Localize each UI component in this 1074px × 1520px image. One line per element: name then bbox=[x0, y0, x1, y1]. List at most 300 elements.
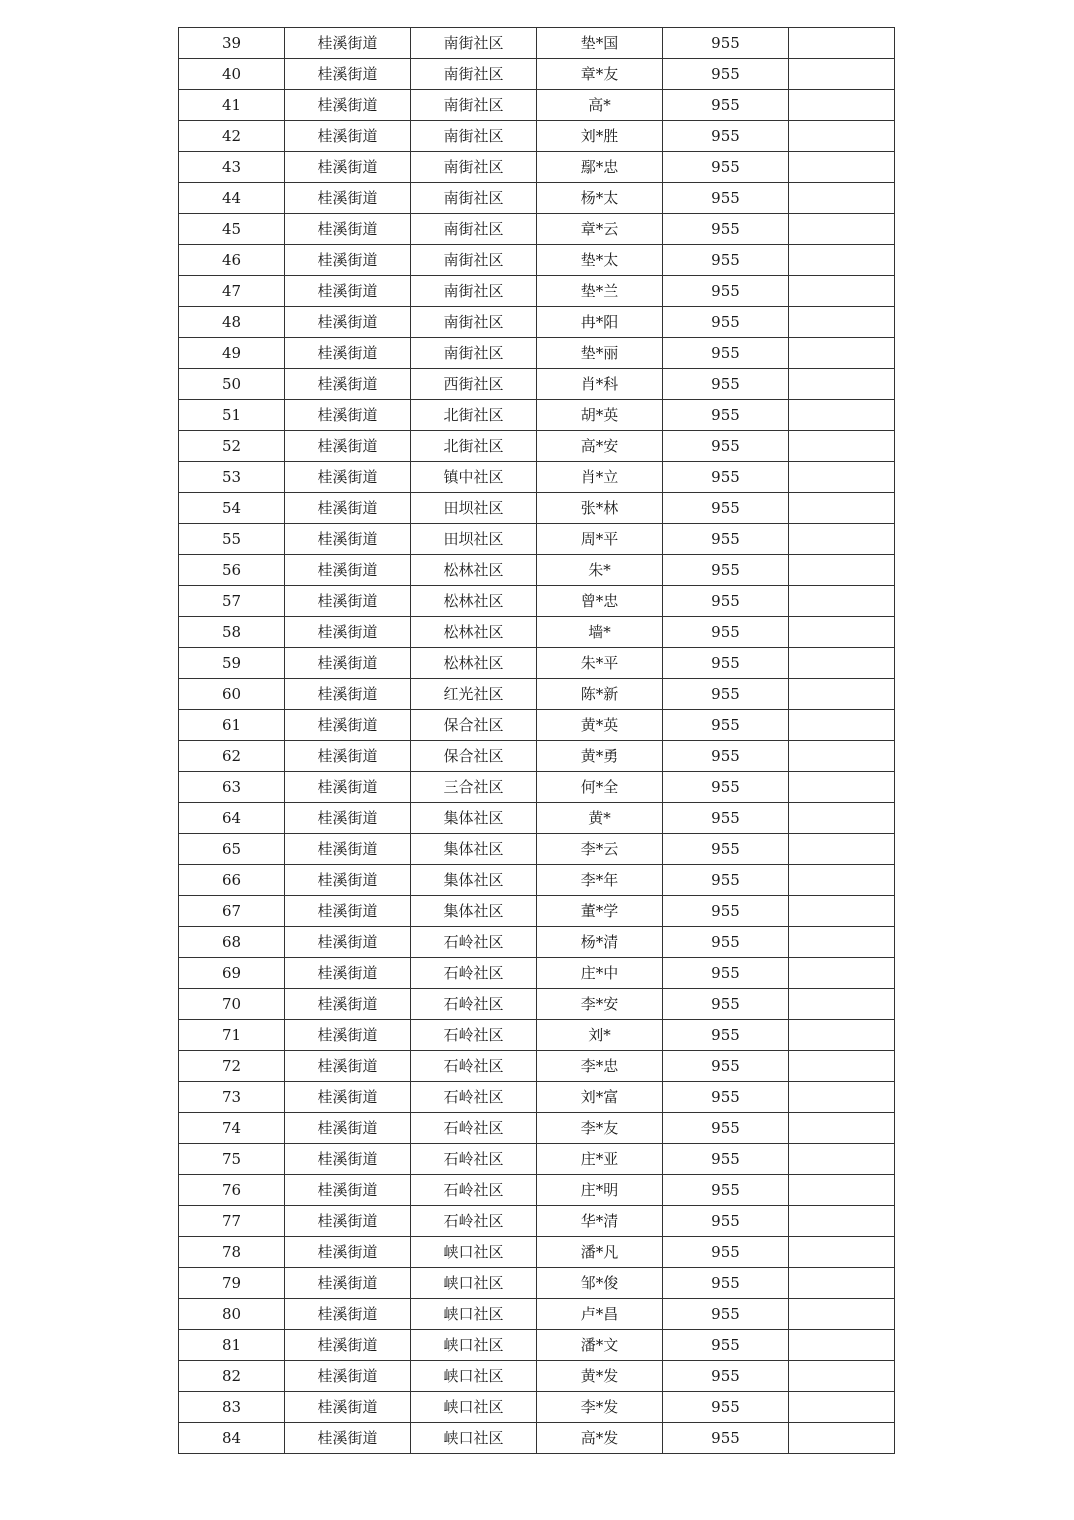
table-row bbox=[179, 524, 895, 555]
amount-cell: 955 bbox=[663, 1082, 789, 1113]
street-cell: 桂溪街道 bbox=[285, 1423, 411, 1454]
name-cell: 庄*亚 bbox=[537, 1144, 663, 1175]
name-cell: 高* bbox=[537, 90, 663, 121]
name-cell: 鄢*忠 bbox=[537, 152, 663, 183]
street-cell: 桂溪街道 bbox=[285, 152, 411, 183]
name-cell: 黄*勇 bbox=[537, 741, 663, 772]
remark-cell bbox=[789, 1237, 895, 1268]
amount-cell: 955 bbox=[663, 369, 789, 400]
remark-cell bbox=[789, 183, 895, 214]
street-cell: 桂溪街道 bbox=[285, 1051, 411, 1082]
community-cell: 石岭社区 bbox=[411, 989, 537, 1020]
remark-cell bbox=[789, 834, 895, 865]
table-row bbox=[179, 586, 895, 617]
street-cell: 桂溪街道 bbox=[285, 1020, 411, 1051]
amount-cell: 955 bbox=[663, 152, 789, 183]
amount-cell: 955 bbox=[663, 834, 789, 865]
amount-cell: 955 bbox=[663, 338, 789, 369]
community-cell: 峡口社区 bbox=[411, 1392, 537, 1423]
table-row bbox=[179, 1051, 895, 1082]
row-number-cell: 67 bbox=[179, 896, 285, 927]
row-number-cell: 83 bbox=[179, 1392, 285, 1423]
street-cell: 桂溪街道 bbox=[285, 803, 411, 834]
row-number-cell: 55 bbox=[179, 524, 285, 555]
row-number-cell: 56 bbox=[179, 555, 285, 586]
row-number-cell: 41 bbox=[179, 90, 285, 121]
street-cell: 桂溪街道 bbox=[285, 710, 411, 741]
street-cell: 桂溪街道 bbox=[285, 1113, 411, 1144]
name-cell: 李*安 bbox=[537, 989, 663, 1020]
amount-cell: 955 bbox=[663, 958, 789, 989]
street-cell: 桂溪街道 bbox=[285, 59, 411, 90]
amount-cell: 955 bbox=[663, 431, 789, 462]
street-cell: 桂溪街道 bbox=[285, 617, 411, 648]
name-cell: 黄*发 bbox=[537, 1361, 663, 1392]
community-cell: 南街社区 bbox=[411, 276, 537, 307]
street-cell: 桂溪街道 bbox=[285, 865, 411, 896]
name-cell: 刘*富 bbox=[537, 1082, 663, 1113]
street-cell: 桂溪街道 bbox=[285, 1144, 411, 1175]
street-cell: 桂溪街道 bbox=[285, 1330, 411, 1361]
table-row bbox=[179, 431, 895, 462]
community-cell: 西街社区 bbox=[411, 369, 537, 400]
row-number-cell: 45 bbox=[179, 214, 285, 245]
table-row bbox=[179, 338, 895, 369]
street-cell: 桂溪街道 bbox=[285, 338, 411, 369]
name-cell: 章*友 bbox=[537, 59, 663, 90]
remark-cell bbox=[789, 1423, 895, 1454]
row-number-cell: 73 bbox=[179, 1082, 285, 1113]
name-cell: 垫*丽 bbox=[537, 338, 663, 369]
table-row bbox=[179, 865, 895, 896]
row-number-cell: 70 bbox=[179, 989, 285, 1020]
row-number-cell: 81 bbox=[179, 1330, 285, 1361]
row-number-cell: 51 bbox=[179, 400, 285, 431]
table-row bbox=[179, 152, 895, 183]
remark-cell bbox=[789, 1268, 895, 1299]
amount-cell: 955 bbox=[663, 524, 789, 555]
name-cell: 垫*太 bbox=[537, 245, 663, 276]
community-cell: 南街社区 bbox=[411, 59, 537, 90]
community-cell: 北街社区 bbox=[411, 400, 537, 431]
row-number-cell: 52 bbox=[179, 431, 285, 462]
remark-cell bbox=[789, 1175, 895, 1206]
table-row bbox=[179, 555, 895, 586]
remark-cell bbox=[789, 1392, 895, 1423]
name-cell: 墙* bbox=[537, 617, 663, 648]
community-cell: 田坝社区 bbox=[411, 524, 537, 555]
name-cell: 高*发 bbox=[537, 1423, 663, 1454]
table-row bbox=[179, 1175, 895, 1206]
community-cell: 石岭社区 bbox=[411, 1144, 537, 1175]
table-row bbox=[179, 741, 895, 772]
row-number-cell: 72 bbox=[179, 1051, 285, 1082]
name-cell: 杨*太 bbox=[537, 183, 663, 214]
amount-cell: 955 bbox=[663, 1175, 789, 1206]
remark-cell bbox=[789, 90, 895, 121]
street-cell: 桂溪街道 bbox=[285, 1268, 411, 1299]
community-cell: 石岭社区 bbox=[411, 1175, 537, 1206]
community-cell: 集体社区 bbox=[411, 896, 537, 927]
amount-cell: 955 bbox=[663, 927, 789, 958]
name-cell: 李*友 bbox=[537, 1113, 663, 1144]
amount-cell: 955 bbox=[663, 214, 789, 245]
amount-cell: 955 bbox=[663, 1020, 789, 1051]
amount-cell: 955 bbox=[663, 1392, 789, 1423]
street-cell: 桂溪街道 bbox=[285, 493, 411, 524]
amount-cell: 955 bbox=[663, 803, 789, 834]
remark-cell bbox=[789, 741, 895, 772]
amount-cell: 955 bbox=[663, 245, 789, 276]
table-row bbox=[179, 989, 895, 1020]
amount-cell: 955 bbox=[663, 1268, 789, 1299]
community-cell: 南街社区 bbox=[411, 183, 537, 214]
table-row bbox=[179, 710, 895, 741]
table-row bbox=[179, 400, 895, 431]
name-cell: 潘*文 bbox=[537, 1330, 663, 1361]
amount-cell: 955 bbox=[663, 1330, 789, 1361]
street-cell: 桂溪街道 bbox=[285, 245, 411, 276]
table-row bbox=[179, 462, 895, 493]
row-number-cell: 53 bbox=[179, 462, 285, 493]
row-number-cell: 66 bbox=[179, 865, 285, 896]
table-row bbox=[179, 493, 895, 524]
row-number-cell: 79 bbox=[179, 1268, 285, 1299]
name-cell: 董*学 bbox=[537, 896, 663, 927]
remark-cell bbox=[789, 493, 895, 524]
community-cell: 石岭社区 bbox=[411, 1082, 537, 1113]
name-cell: 陈*新 bbox=[537, 679, 663, 710]
community-cell: 南街社区 bbox=[411, 214, 537, 245]
row-number-cell: 75 bbox=[179, 1144, 285, 1175]
community-cell: 松林社区 bbox=[411, 555, 537, 586]
row-number-cell: 69 bbox=[179, 958, 285, 989]
community-cell: 峡口社区 bbox=[411, 1423, 537, 1454]
row-number-cell: 50 bbox=[179, 369, 285, 400]
table-row bbox=[179, 1330, 895, 1361]
street-cell: 桂溪街道 bbox=[285, 555, 411, 586]
community-cell: 三合社区 bbox=[411, 772, 537, 803]
community-cell: 集体社区 bbox=[411, 865, 537, 896]
street-cell: 桂溪街道 bbox=[285, 772, 411, 803]
street-cell: 桂溪街道 bbox=[285, 989, 411, 1020]
roster-table-body bbox=[179, 28, 895, 1454]
amount-cell: 955 bbox=[663, 896, 789, 927]
remark-cell bbox=[789, 276, 895, 307]
amount-cell: 955 bbox=[663, 493, 789, 524]
table-row bbox=[179, 276, 895, 307]
name-cell: 冉*阳 bbox=[537, 307, 663, 338]
street-cell: 桂溪街道 bbox=[285, 1175, 411, 1206]
remark-cell bbox=[789, 1330, 895, 1361]
table-row bbox=[179, 245, 895, 276]
community-cell: 南街社区 bbox=[411, 245, 537, 276]
amount-cell: 955 bbox=[663, 710, 789, 741]
community-cell: 石岭社区 bbox=[411, 1020, 537, 1051]
row-number-cell: 44 bbox=[179, 183, 285, 214]
community-cell: 南街社区 bbox=[411, 121, 537, 152]
amount-cell: 955 bbox=[663, 555, 789, 586]
community-cell: 峡口社区 bbox=[411, 1237, 537, 1268]
row-number-cell: 40 bbox=[179, 59, 285, 90]
street-cell: 桂溪街道 bbox=[285, 927, 411, 958]
table-row bbox=[179, 28, 895, 59]
community-cell: 松林社区 bbox=[411, 617, 537, 648]
name-cell: 肖*科 bbox=[537, 369, 663, 400]
remark-cell bbox=[789, 555, 895, 586]
community-cell: 集体社区 bbox=[411, 803, 537, 834]
community-cell: 北街社区 bbox=[411, 431, 537, 462]
community-cell: 峡口社区 bbox=[411, 1361, 537, 1392]
table-row bbox=[179, 1268, 895, 1299]
street-cell: 桂溪街道 bbox=[285, 90, 411, 121]
community-cell: 南街社区 bbox=[411, 28, 537, 59]
table-row bbox=[179, 803, 895, 834]
street-cell: 桂溪街道 bbox=[285, 28, 411, 59]
community-cell: 石岭社区 bbox=[411, 1113, 537, 1144]
table-row bbox=[179, 834, 895, 865]
name-cell: 何*全 bbox=[537, 772, 663, 803]
table-row bbox=[179, 183, 895, 214]
amount-cell: 955 bbox=[663, 741, 789, 772]
row-number-cell: 59 bbox=[179, 648, 285, 679]
row-number-cell: 47 bbox=[179, 276, 285, 307]
remark-cell bbox=[789, 710, 895, 741]
amount-cell: 955 bbox=[663, 183, 789, 214]
amount-cell: 955 bbox=[663, 1144, 789, 1175]
row-number-cell: 74 bbox=[179, 1113, 285, 1144]
street-cell: 桂溪街道 bbox=[285, 307, 411, 338]
community-cell: 南街社区 bbox=[411, 90, 537, 121]
amount-cell: 955 bbox=[663, 1299, 789, 1330]
community-cell: 南街社区 bbox=[411, 152, 537, 183]
remark-cell bbox=[789, 1020, 895, 1051]
community-cell: 峡口社区 bbox=[411, 1299, 537, 1330]
amount-cell: 955 bbox=[663, 1206, 789, 1237]
row-number-cell: 46 bbox=[179, 245, 285, 276]
remark-cell bbox=[789, 1082, 895, 1113]
community-cell: 石岭社区 bbox=[411, 1206, 537, 1237]
row-number-cell: 80 bbox=[179, 1299, 285, 1330]
row-number-cell: 39 bbox=[179, 28, 285, 59]
row-number-cell: 78 bbox=[179, 1237, 285, 1268]
remark-cell bbox=[789, 803, 895, 834]
row-number-cell: 82 bbox=[179, 1361, 285, 1392]
table-row bbox=[179, 679, 895, 710]
name-cell: 垫*兰 bbox=[537, 276, 663, 307]
table-row bbox=[179, 1237, 895, 1268]
community-cell: 南街社区 bbox=[411, 307, 537, 338]
street-cell: 桂溪街道 bbox=[285, 431, 411, 462]
amount-cell: 955 bbox=[663, 989, 789, 1020]
remark-cell bbox=[789, 617, 895, 648]
amount-cell: 955 bbox=[663, 462, 789, 493]
amount-cell: 955 bbox=[663, 121, 789, 152]
street-cell: 桂溪街道 bbox=[285, 741, 411, 772]
remark-cell bbox=[789, 1144, 895, 1175]
name-cell: 邹*俊 bbox=[537, 1268, 663, 1299]
name-cell: 周*平 bbox=[537, 524, 663, 555]
community-cell: 田坝社区 bbox=[411, 493, 537, 524]
remark-cell bbox=[789, 896, 895, 927]
amount-cell: 955 bbox=[663, 1361, 789, 1392]
amount-cell: 955 bbox=[663, 648, 789, 679]
amount-cell: 955 bbox=[663, 679, 789, 710]
street-cell: 桂溪街道 bbox=[285, 121, 411, 152]
remark-cell bbox=[789, 958, 895, 989]
row-number-cell: 77 bbox=[179, 1206, 285, 1237]
name-cell: 朱* bbox=[537, 555, 663, 586]
amount-cell: 955 bbox=[663, 59, 789, 90]
community-cell: 集体社区 bbox=[411, 834, 537, 865]
community-cell: 松林社区 bbox=[411, 586, 537, 617]
name-cell: 李*忠 bbox=[537, 1051, 663, 1082]
table-row bbox=[179, 90, 895, 121]
row-number-cell: 84 bbox=[179, 1423, 285, 1454]
name-cell: 刘*胜 bbox=[537, 121, 663, 152]
table-row bbox=[179, 1206, 895, 1237]
remark-cell bbox=[789, 1299, 895, 1330]
name-cell: 黄* bbox=[537, 803, 663, 834]
name-cell: 胡*英 bbox=[537, 400, 663, 431]
row-number-cell: 60 bbox=[179, 679, 285, 710]
community-cell: 石岭社区 bbox=[411, 927, 537, 958]
name-cell: 李*发 bbox=[537, 1392, 663, 1423]
community-cell: 红光社区 bbox=[411, 679, 537, 710]
community-cell: 南街社区 bbox=[411, 338, 537, 369]
row-number-cell: 76 bbox=[179, 1175, 285, 1206]
street-cell: 桂溪街道 bbox=[285, 400, 411, 431]
street-cell: 桂溪街道 bbox=[285, 1299, 411, 1330]
street-cell: 桂溪街道 bbox=[285, 958, 411, 989]
table-row bbox=[179, 369, 895, 400]
remark-cell bbox=[789, 431, 895, 462]
remark-cell bbox=[789, 524, 895, 555]
table-row bbox=[179, 1361, 895, 1392]
community-cell: 保合社区 bbox=[411, 741, 537, 772]
name-cell: 垫*国 bbox=[537, 28, 663, 59]
amount-cell: 955 bbox=[663, 276, 789, 307]
remark-cell bbox=[789, 679, 895, 710]
street-cell: 桂溪街道 bbox=[285, 1082, 411, 1113]
amount-cell: 955 bbox=[663, 586, 789, 617]
amount-cell: 955 bbox=[663, 617, 789, 648]
street-cell: 桂溪街道 bbox=[285, 276, 411, 307]
street-cell: 桂溪街道 bbox=[285, 214, 411, 245]
street-cell: 桂溪街道 bbox=[285, 1392, 411, 1423]
remark-cell bbox=[789, 59, 895, 90]
name-cell: 李*云 bbox=[537, 834, 663, 865]
remark-cell bbox=[789, 462, 895, 493]
street-cell: 桂溪街道 bbox=[285, 369, 411, 400]
roster-table bbox=[178, 27, 895, 1454]
name-cell: 华*清 bbox=[537, 1206, 663, 1237]
name-cell: 高*安 bbox=[537, 431, 663, 462]
table-row bbox=[179, 896, 895, 927]
amount-cell: 955 bbox=[663, 28, 789, 59]
table-row bbox=[179, 927, 895, 958]
table-row bbox=[179, 59, 895, 90]
amount-cell: 955 bbox=[663, 307, 789, 338]
table-row bbox=[179, 648, 895, 679]
remark-cell bbox=[789, 648, 895, 679]
street-cell: 桂溪街道 bbox=[285, 524, 411, 555]
remark-cell bbox=[789, 214, 895, 245]
community-cell: 保合社区 bbox=[411, 710, 537, 741]
row-number-cell: 61 bbox=[179, 710, 285, 741]
remark-cell bbox=[789, 1361, 895, 1392]
table-row bbox=[179, 307, 895, 338]
remark-cell bbox=[789, 369, 895, 400]
remark-cell bbox=[789, 400, 895, 431]
name-cell: 庄*中 bbox=[537, 958, 663, 989]
name-cell: 朱*平 bbox=[537, 648, 663, 679]
table-row bbox=[179, 121, 895, 152]
community-cell: 石岭社区 bbox=[411, 1051, 537, 1082]
row-number-cell: 63 bbox=[179, 772, 285, 803]
name-cell: 章*云 bbox=[537, 214, 663, 245]
name-cell: 杨*清 bbox=[537, 927, 663, 958]
street-cell: 桂溪街道 bbox=[285, 1237, 411, 1268]
name-cell: 庄*明 bbox=[537, 1175, 663, 1206]
community-cell: 松林社区 bbox=[411, 648, 537, 679]
remark-cell bbox=[789, 927, 895, 958]
street-cell: 桂溪街道 bbox=[285, 834, 411, 865]
table-row bbox=[179, 1113, 895, 1144]
name-cell: 刘* bbox=[537, 1020, 663, 1051]
row-number-cell: 49 bbox=[179, 338, 285, 369]
row-number-cell: 65 bbox=[179, 834, 285, 865]
row-number-cell: 54 bbox=[179, 493, 285, 524]
table-row bbox=[179, 1020, 895, 1051]
table-row bbox=[179, 1392, 895, 1423]
table-row bbox=[179, 772, 895, 803]
street-cell: 桂溪街道 bbox=[285, 586, 411, 617]
remark-cell bbox=[789, 121, 895, 152]
street-cell: 桂溪街道 bbox=[285, 679, 411, 710]
table-row bbox=[179, 1082, 895, 1113]
remark-cell bbox=[789, 772, 895, 803]
name-cell: 曾*忠 bbox=[537, 586, 663, 617]
remark-cell bbox=[789, 586, 895, 617]
name-cell: 潘*凡 bbox=[537, 1237, 663, 1268]
community-cell: 石岭社区 bbox=[411, 958, 537, 989]
row-number-cell: 48 bbox=[179, 307, 285, 338]
remark-cell bbox=[789, 28, 895, 59]
name-cell: 卢*昌 bbox=[537, 1299, 663, 1330]
remark-cell bbox=[789, 307, 895, 338]
amount-cell: 955 bbox=[663, 1113, 789, 1144]
table-row bbox=[179, 1299, 895, 1330]
amount-cell: 955 bbox=[663, 1423, 789, 1454]
row-number-cell: 68 bbox=[179, 927, 285, 958]
row-number-cell: 71 bbox=[179, 1020, 285, 1051]
street-cell: 桂溪街道 bbox=[285, 896, 411, 927]
remark-cell bbox=[789, 989, 895, 1020]
community-cell: 峡口社区 bbox=[411, 1268, 537, 1299]
street-cell: 桂溪街道 bbox=[285, 648, 411, 679]
remark-cell bbox=[789, 1113, 895, 1144]
amount-cell: 955 bbox=[663, 400, 789, 431]
name-cell: 肖*立 bbox=[537, 462, 663, 493]
amount-cell: 955 bbox=[663, 1051, 789, 1082]
street-cell: 桂溪街道 bbox=[285, 183, 411, 214]
remark-cell bbox=[789, 1051, 895, 1082]
amount-cell: 955 bbox=[663, 90, 789, 121]
remark-cell bbox=[789, 1206, 895, 1237]
name-cell: 黄*英 bbox=[537, 710, 663, 741]
amount-cell: 955 bbox=[663, 865, 789, 896]
